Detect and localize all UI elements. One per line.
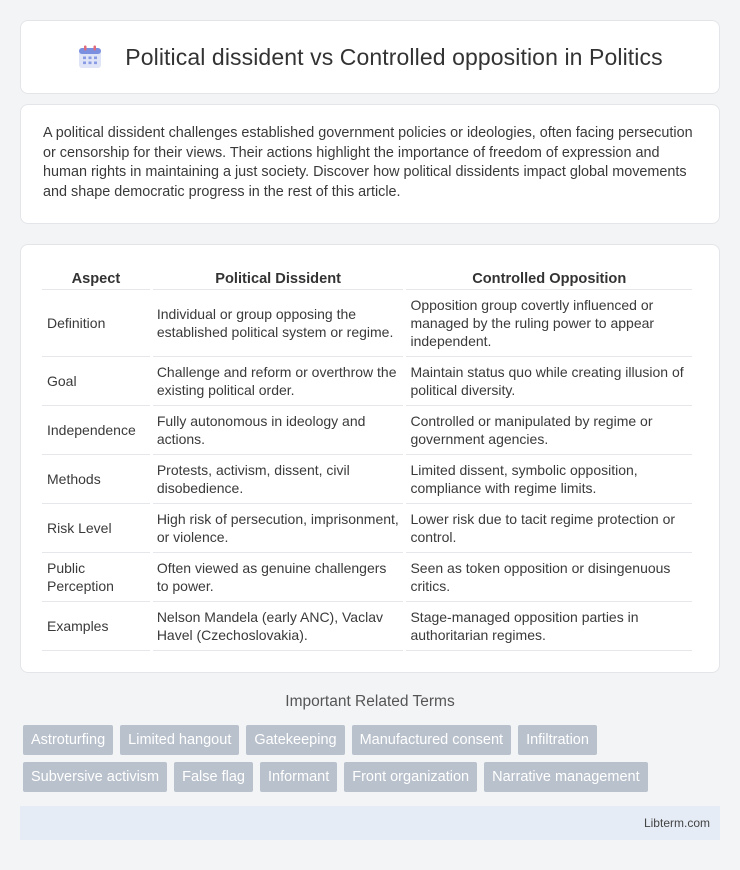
tag-gatekeeping[interactable]: Gatekeeping: [246, 725, 344, 755]
row-controlled: Lower risk due to tacit regime protection or control.: [406, 504, 692, 553]
row-aspect: Independence: [42, 406, 150, 455]
row-aspect: Risk Level: [42, 504, 150, 553]
table-row: [42, 602, 692, 651]
table-row: [42, 553, 692, 602]
intro-card: [20, 104, 720, 224]
tag-informant[interactable]: Informant: [260, 762, 337, 792]
row-controlled: Maintain status quo while creating illusion of political diversity.: [406, 357, 692, 406]
row-aspect: Examples: [42, 602, 150, 651]
row-dissident: High risk of persecution, imprisonment, or violence.: [153, 504, 404, 553]
row-controlled: Stage-managed opposition parties in authoritarian regimes.: [406, 602, 692, 651]
tag-narrative-management[interactable]: Narrative management: [484, 762, 648, 792]
row-dissident: Individual or group opposing the established political system or regime.: [153, 290, 404, 357]
row-dissident: Challenge and reform or overthrow the existing political order.: [153, 357, 404, 406]
row-dissident: Protests, activism, dissent, civil disobedience.: [153, 455, 404, 504]
table-header-row: [42, 265, 692, 290]
tag-false-flag[interactable]: False flag: [174, 762, 253, 792]
row-controlled: Controlled or manipulated by regime or government agencies.: [406, 406, 692, 455]
footer-site-link[interactable]: Libterm.com: [643, 816, 710, 830]
header-card: [20, 20, 720, 94]
comparison-table-card: [20, 244, 720, 673]
related-terms-title: Important Related Terms: [285, 693, 455, 710]
tag-manufactured-consent[interactable]: Manufactured consent: [352, 725, 511, 755]
row-dissident: Fully autonomous in ideology and actions.: [153, 406, 404, 455]
row-dissident: Nelson Mandela (early ANC), Vaclav Havel (Czechoslovakia).: [153, 602, 404, 651]
tag-infiltration[interactable]: Infiltration: [518, 725, 597, 755]
page-title: Political dissident vs Controlled opposition in Politics: [125, 43, 663, 70]
row-controlled: Opposition group covertly influenced or managed by the ruling power to appear independent.: [406, 290, 692, 357]
tag-row: [23, 725, 723, 755]
row-controlled: Limited dissent, symbolic opposition, compliance with regime limits.: [406, 455, 692, 504]
tag-front-organization[interactable]: Front organization: [344, 762, 477, 792]
footer: [20, 806, 720, 840]
calendar-icon: [77, 44, 103, 70]
header-aspect: Aspect: [42, 265, 150, 290]
row-aspect: Goal: [42, 357, 150, 406]
table-row: [42, 504, 692, 553]
comparison-table: [39, 265, 695, 651]
row-dissident: Often viewed as genuine challengers to power.: [153, 553, 404, 602]
header-controlled-opposition: Controlled Opposition: [406, 265, 692, 290]
table-row: [42, 357, 692, 406]
row-aspect: Methods: [42, 455, 150, 504]
header-political-dissident: Political Dissident: [153, 265, 404, 290]
tag-row: [23, 762, 723, 792]
table-row: [42, 406, 692, 455]
tag-limited-hangout[interactable]: Limited hangout: [120, 725, 239, 755]
tag-astroturfing[interactable]: Astroturfing: [23, 725, 113, 755]
table-row: [42, 290, 692, 357]
related-terms-tags: [23, 725, 723, 799]
tag-subversive-activism[interactable]: Subversive activism: [23, 762, 167, 792]
row-aspect: Definition: [42, 290, 150, 357]
table-row: [42, 455, 692, 504]
row-controlled: Seen as token opposition or disingenuous critics.: [406, 553, 692, 602]
intro-text: A political dissident challenges established government policies or ideologies, often facing persecution or censorship for their views. Their actions highlight the importance of freedom of expression and human rights in maintaining a just society. Discover how political dissidents impact global movements and shape democratic progress in the rest of this article.: [43, 125, 693, 200]
row-aspect: Public Perception: [42, 553, 150, 602]
